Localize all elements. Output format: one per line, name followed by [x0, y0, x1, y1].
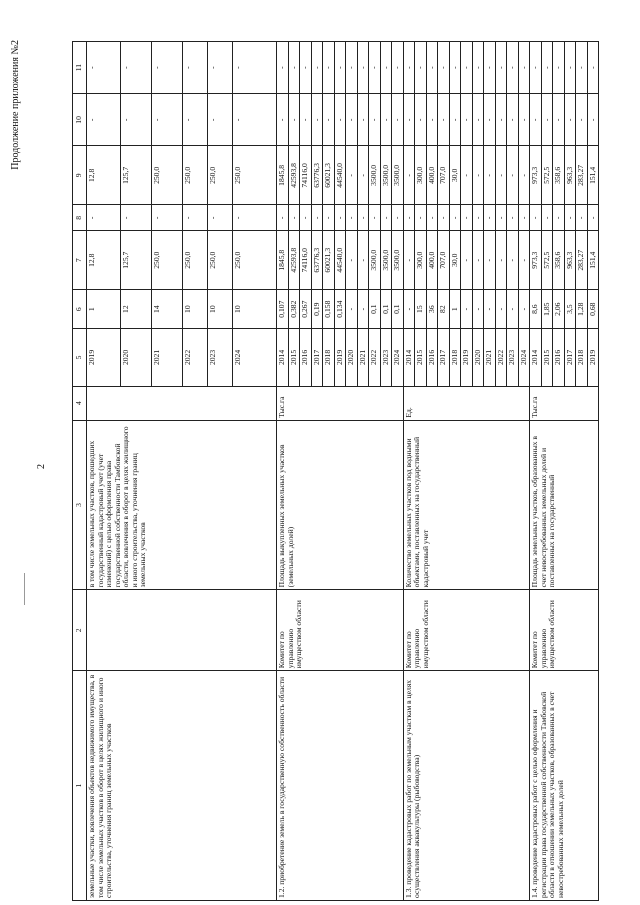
value-cell-ind: 1 — [87, 290, 121, 329]
value-cell-other: - — [369, 42, 381, 94]
value-cell-total: 250,0 — [208, 231, 233, 290]
value-cell-ind: 82 — [438, 290, 450, 329]
value-cell-fed: - — [530, 205, 542, 231]
value-cell-year: 2019 — [87, 329, 121, 386]
value-cell-year: 2016 — [426, 329, 438, 386]
value-cell-year: 2014 — [277, 329, 289, 386]
section-unit-cell: Тыс.га — [277, 386, 404, 420]
value-cell-total: 3500,0 — [369, 231, 381, 290]
value-cell-year: 2022 — [495, 329, 507, 386]
value-cell-total: 60021,3 — [323, 231, 335, 290]
column-number-cell: 2 — [73, 590, 87, 671]
table-row — [530, 42, 542, 901]
value-cell-reg: 250,0 — [208, 146, 233, 205]
value-cell-total: 3500,0 — [380, 231, 392, 290]
value-cell-other: - — [403, 42, 415, 94]
value-cell-reg: 250,0 — [152, 146, 183, 205]
value-cell-reg: 250,0 — [233, 146, 277, 205]
value-cell-loc: - — [311, 94, 323, 146]
value-cell-reg: - — [472, 146, 484, 205]
section-indicator-cell: в том числе земельных участков, прошедших государственный кадастровый учет (учет изменений) с целью оформления права государственной собственности Тамбовской области, вовлечения в оборот в целях жилищного и иного строительства, уточнения границ земельных участков — [87, 420, 277, 590]
section-measure-cell: 1.4. проведение кадастровых работ с целью оформления и регистрации права государственной собственности Тамбовской области в отношении земельных участков, образованных в счет невостребованных земельных долей — [530, 671, 599, 901]
value-cell-fed: - — [472, 205, 484, 231]
value-cell-other: - — [380, 42, 392, 94]
value-cell-ind: 0,1 — [369, 290, 381, 329]
value-cell-other: - — [564, 42, 576, 94]
value-cell-loc: - — [415, 94, 427, 146]
value-cell-fed: - — [380, 205, 392, 231]
value-cell-other: - — [208, 42, 233, 94]
value-cell-reg: - — [357, 146, 369, 205]
value-cell-loc: - — [369, 94, 381, 146]
value-cell-other: - — [334, 42, 346, 94]
table-container — [72, 41, 597, 901]
value-cell-fed: - — [152, 205, 183, 231]
value-cell-year: 2021 — [484, 329, 496, 386]
value-cell-year: 2017 — [564, 329, 576, 386]
value-cell-other: - — [346, 42, 358, 94]
column-number-cell: 10 — [73, 94, 87, 146]
value-cell-reg: 707,0 — [438, 146, 450, 205]
value-cell-loc: - — [277, 94, 289, 146]
value-cell-ind: - — [484, 290, 496, 329]
value-cell-ind: 0,107 — [277, 290, 289, 329]
value-cell-loc: - — [357, 94, 369, 146]
value-cell-fed: - — [300, 205, 312, 231]
value-cell-fed: - — [449, 205, 461, 231]
section-measure-cell: 1.3. проведение кадастровых работ по земельным участкам в целях осуществления аквакультуры (рыбоводства) — [403, 671, 530, 901]
value-cell-ind: 3,5 — [564, 290, 576, 329]
value-cell-year: 2014 — [530, 329, 542, 386]
value-cell-total: 44540,0 — [334, 231, 346, 290]
value-cell-loc: - — [300, 94, 312, 146]
table-row — [87, 42, 121, 901]
value-cell-year: 2015 — [541, 329, 553, 386]
value-cell-total: 973,3 — [530, 231, 542, 290]
section-executor-cell: Комитет по управлению имуществом области — [530, 590, 599, 671]
value-cell-ind: 2,06 — [553, 290, 565, 329]
value-cell-reg: - — [346, 146, 358, 205]
value-cell-other: - — [323, 42, 335, 94]
value-cell-other: - — [518, 42, 530, 94]
value-cell-total: - — [507, 231, 519, 290]
value-cell-loc: - — [183, 94, 208, 146]
value-cell-other: - — [587, 42, 599, 94]
value-cell-reg: 963,3 — [564, 146, 576, 205]
section-unit-cell: Ед. — [403, 386, 530, 420]
value-cell-reg: 30,0 — [449, 146, 461, 205]
value-cell-reg: 3500,0 — [392, 146, 404, 205]
value-cell-loc: - — [472, 94, 484, 146]
value-cell-ind: 12 — [121, 290, 152, 329]
value-cell-fed: - — [484, 205, 496, 231]
value-cell-other: - — [87, 42, 121, 94]
value-cell-total: - — [472, 231, 484, 290]
value-cell-reg: 300,0 — [415, 146, 427, 205]
value-cell-total: - — [357, 231, 369, 290]
value-cell-ind: - — [495, 290, 507, 329]
value-cell-reg: 125,7 — [121, 146, 152, 205]
value-cell-year: 2023 — [380, 329, 392, 386]
value-cell-reg: 3500,0 — [380, 146, 392, 205]
value-cell-fed: - — [518, 205, 530, 231]
value-cell-loc: - — [208, 94, 233, 146]
value-cell-fed: - — [587, 205, 599, 231]
value-cell-total: 125,7 — [121, 231, 152, 290]
value-cell-loc: - — [518, 94, 530, 146]
section-indicator-cell: Количество земельных участков под водными объектами, поставленных на государственный кадастровый учет — [403, 420, 530, 590]
value-cell-loc: - — [576, 94, 588, 146]
value-cell-fed: - — [507, 205, 519, 231]
value-cell-total: 707,0 — [438, 231, 450, 290]
value-cell-fed: - — [346, 205, 358, 231]
value-cell-total: 963,3 — [564, 231, 576, 290]
value-cell-total: 42593,8 — [288, 231, 300, 290]
value-cell-fed: - — [311, 205, 323, 231]
value-cell-year: 2018 — [576, 329, 588, 386]
value-cell-other: - — [183, 42, 208, 94]
value-cell-loc: - — [461, 94, 473, 146]
value-cell-total: 358,6 — [553, 231, 565, 290]
value-cell-loc: - — [449, 94, 461, 146]
value-cell-other: - — [530, 42, 542, 94]
value-cell-year: 2015 — [415, 329, 427, 386]
value-cell-total: 151,4 — [587, 231, 599, 290]
value-cell-reg: - — [507, 146, 519, 205]
value-cell-reg: - — [518, 146, 530, 205]
value-cell-fed: - — [415, 205, 427, 231]
value-cell-other: - — [461, 42, 473, 94]
value-cell-fed: - — [576, 205, 588, 231]
value-cell-ind: 0,134 — [334, 290, 346, 329]
value-cell-ind: - — [346, 290, 358, 329]
value-cell-ind: 36 — [426, 290, 438, 329]
value-cell-reg: 12,8 — [87, 146, 121, 205]
value-cell-year: 2015 — [288, 329, 300, 386]
column-number-cell: 4 — [73, 386, 87, 420]
value-cell-loc: - — [152, 94, 183, 146]
value-cell-year: 2020 — [121, 329, 152, 386]
table-row — [277, 42, 289, 901]
value-cell-ind: - — [403, 290, 415, 329]
value-cell-ind: 0,158 — [323, 290, 335, 329]
table-row — [403, 42, 415, 901]
column-number-cell: 7 — [73, 231, 87, 290]
section-executor-cell: Комитет по управлению имуществом области — [403, 590, 530, 671]
value-cell-other: - — [415, 42, 427, 94]
value-cell-other: - — [449, 42, 461, 94]
value-cell-fed: - — [541, 205, 553, 231]
value-cell-loc: - — [346, 94, 358, 146]
value-cell-ind: 10 — [208, 290, 233, 329]
value-cell-loc: - — [587, 94, 599, 146]
page-number: 2 — [36, 464, 47, 469]
section-unit-cell — [87, 386, 277, 420]
value-cell-other: - — [233, 42, 277, 94]
value-cell-ind: 14 — [152, 290, 183, 329]
value-cell-reg: 358,6 — [553, 146, 565, 205]
value-cell-fed: - — [461, 205, 473, 231]
value-cell-total: 572,5 — [541, 231, 553, 290]
value-cell-other: - — [472, 42, 484, 94]
value-cell-total: 12,8 — [87, 231, 121, 290]
value-cell-year: 2017 — [311, 329, 323, 386]
value-cell-other: - — [121, 42, 152, 94]
value-cell-fed: - — [288, 205, 300, 231]
section-executor-cell: Комитет по управлению имуществом области — [277, 590, 404, 671]
section-unit-cell: Тыс.га — [530, 386, 599, 420]
value-cell-year: 2019 — [587, 329, 599, 386]
value-cell-fed: - — [334, 205, 346, 231]
value-cell-reg: 63776,3 — [311, 146, 323, 205]
value-cell-total: - — [518, 231, 530, 290]
value-cell-ind: 10 — [183, 290, 208, 329]
value-cell-ind: 1 — [449, 290, 461, 329]
value-cell-loc: - — [484, 94, 496, 146]
value-cell-year: 2022 — [369, 329, 381, 386]
value-cell-ind: - — [472, 290, 484, 329]
value-cell-other: - — [426, 42, 438, 94]
value-cell-reg: - — [461, 146, 473, 205]
value-cell-loc: - — [334, 94, 346, 146]
section-measure-cell: 1.2. приобретение земель в государственную собственность области — [277, 671, 404, 901]
value-cell-reg: - — [495, 146, 507, 205]
continuation-note: Продолжение приложения №2 — [10, 40, 21, 170]
value-cell-total: - — [346, 231, 358, 290]
value-cell-loc: - — [392, 94, 404, 146]
value-cell-ind: 0,1 — [392, 290, 404, 329]
column-number-row — [73, 42, 87, 901]
value-cell-other: - — [357, 42, 369, 94]
value-cell-reg: 973,3 — [530, 146, 542, 205]
value-cell-other: - — [311, 42, 323, 94]
section-indicator-cell: Площадь земельных участков, образованных в счет невостребованных земельных долей и поставленных на государственный — [530, 420, 599, 590]
value-cell-fed: - — [495, 205, 507, 231]
column-number-cell: 6 — [73, 290, 87, 329]
value-cell-loc: - — [87, 94, 121, 146]
value-cell-year: 2018 — [449, 329, 461, 386]
value-cell-fed: - — [392, 205, 404, 231]
value-cell-loc: - — [553, 94, 565, 146]
value-cell-loc: - — [438, 94, 450, 146]
value-cell-ind: 0,382 — [288, 290, 300, 329]
section-indicator-cell: Площадь выкупленных земельных участков (земельных долей) — [277, 420, 404, 590]
value-cell-year: 2018 — [323, 329, 335, 386]
value-cell-ind: 0,1 — [380, 290, 392, 329]
value-cell-other: - — [495, 42, 507, 94]
value-cell-reg: - — [403, 146, 415, 205]
value-cell-year: 2023 — [507, 329, 519, 386]
value-cell-total: 74116,0 — [300, 231, 312, 290]
value-cell-other: - — [288, 42, 300, 94]
value-cell-reg: 3500,0 — [369, 146, 381, 205]
value-cell-ind: - — [461, 290, 473, 329]
value-cell-total: - — [495, 231, 507, 290]
value-cell-loc: - — [403, 94, 415, 146]
value-cell-total: 250,0 — [183, 231, 208, 290]
value-cell-fed: - — [121, 205, 152, 231]
value-cell-year: 2021 — [357, 329, 369, 386]
column-number-cell: 9 — [73, 146, 87, 205]
column-number-cell: 3 — [73, 420, 87, 590]
value-cell-fed: - — [426, 205, 438, 231]
value-cell-other: - — [507, 42, 519, 94]
value-cell-loc: - — [288, 94, 300, 146]
value-cell-loc: - — [426, 94, 438, 146]
value-cell-year: 2016 — [553, 329, 565, 386]
value-cell-year: 2023 — [208, 329, 233, 386]
section-executor-cell — [87, 590, 277, 671]
value-cell-reg: 74116,0 — [300, 146, 312, 205]
value-cell-ind: - — [518, 290, 530, 329]
value-cell-loc: - — [495, 94, 507, 146]
header-rule — [24, 573, 25, 605]
value-cell-year: 2022 — [183, 329, 208, 386]
value-cell-fed: - — [87, 205, 121, 231]
value-cell-year: 2016 — [300, 329, 312, 386]
value-cell-reg: 250,0 — [183, 146, 208, 205]
value-cell-total: 30,0 — [449, 231, 461, 290]
value-cell-other: - — [438, 42, 450, 94]
value-cell-total: - — [484, 231, 496, 290]
value-cell-total: 400,0 — [426, 231, 438, 290]
value-cell-ind: 8,6 — [530, 290, 542, 329]
value-cell-ind: 15 — [415, 290, 427, 329]
value-cell-reg: 283,27 — [576, 146, 588, 205]
column-number-cell: 11 — [73, 42, 87, 94]
value-cell-other: - — [576, 42, 588, 94]
value-cell-reg: 400,0 — [426, 146, 438, 205]
value-cell-year: 2021 — [152, 329, 183, 386]
value-cell-total: 1845,8 — [277, 231, 289, 290]
value-cell-fed: - — [323, 205, 335, 231]
program-measures-table — [72, 41, 599, 901]
value-cell-total: 250,0 — [152, 231, 183, 290]
value-cell-ind: - — [507, 290, 519, 329]
value-cell-year: 2024 — [233, 329, 277, 386]
column-number-cell: 5 — [73, 329, 87, 386]
value-cell-reg: 572,5 — [541, 146, 553, 205]
value-cell-loc: - — [564, 94, 576, 146]
value-cell-fed: - — [438, 205, 450, 231]
value-cell-reg: 151,4 — [587, 146, 599, 205]
value-cell-ind: 1,85 — [541, 290, 553, 329]
value-cell-fed: - — [233, 205, 277, 231]
value-cell-other: - — [553, 42, 565, 94]
value-cell-year: 2019 — [334, 329, 346, 386]
value-cell-loc: - — [507, 94, 519, 146]
value-cell-other: - — [484, 42, 496, 94]
value-cell-fed: - — [553, 205, 565, 231]
value-cell-total: 63776,3 — [311, 231, 323, 290]
value-cell-loc: - — [380, 94, 392, 146]
value-cell-ind: 0,267 — [300, 290, 312, 329]
value-cell-ind: - — [357, 290, 369, 329]
value-cell-year: 2014 — [403, 329, 415, 386]
value-cell-total: - — [403, 231, 415, 290]
value-cell-reg: - — [484, 146, 496, 205]
value-cell-year: 2020 — [472, 329, 484, 386]
value-cell-fed: - — [403, 205, 415, 231]
value-cell-other: - — [277, 42, 289, 94]
value-cell-fed: - — [564, 205, 576, 231]
value-cell-reg: 1845,8 — [277, 146, 289, 205]
value-cell-total: 283,27 — [576, 231, 588, 290]
value-cell-loc: - — [233, 94, 277, 146]
value-cell-other: - — [541, 42, 553, 94]
value-cell-year: 2019 — [461, 329, 473, 386]
value-cell-loc: - — [530, 94, 542, 146]
value-cell-fed: - — [277, 205, 289, 231]
value-cell-loc: - — [323, 94, 335, 146]
value-cell-other: - — [300, 42, 312, 94]
value-cell-other: - — [392, 42, 404, 94]
value-cell-ind: 1,28 — [576, 290, 588, 329]
column-number-cell: 8 — [73, 205, 87, 231]
value-cell-total: - — [461, 231, 473, 290]
value-cell-total: 300,0 — [415, 231, 427, 290]
value-cell-reg: 42593,8 — [288, 146, 300, 205]
value-cell-loc: - — [121, 94, 152, 146]
value-cell-fed: - — [357, 205, 369, 231]
value-cell-year: 2024 — [518, 329, 530, 386]
value-cell-fed: - — [208, 205, 233, 231]
value-cell-year: 2017 — [438, 329, 450, 386]
value-cell-ind: 10 — [233, 290, 277, 329]
section-measure-cell: земельные участки, вовлечения объектов недвижимого имущества, в том числе земельных участков в оборот в целях жилищного и иного строительства, уточнения границ земельных участков — [87, 671, 277, 901]
value-cell-fed: - — [369, 205, 381, 231]
column-number-cell: 1 — [73, 671, 87, 901]
value-cell-year: 2024 — [392, 329, 404, 386]
value-cell-total: 250,0 — [233, 231, 277, 290]
value-cell-year: 2020 — [346, 329, 358, 386]
value-cell-fed: - — [183, 205, 208, 231]
value-cell-other: - — [152, 42, 183, 94]
value-cell-reg: 44540,0 — [334, 146, 346, 205]
value-cell-ind: 0,19 — [311, 290, 323, 329]
value-cell-total: 3500,0 — [392, 231, 404, 290]
value-cell-loc: - — [541, 94, 553, 146]
value-cell-ind: 0,68 — [587, 290, 599, 329]
value-cell-reg: 60021,3 — [323, 146, 335, 205]
